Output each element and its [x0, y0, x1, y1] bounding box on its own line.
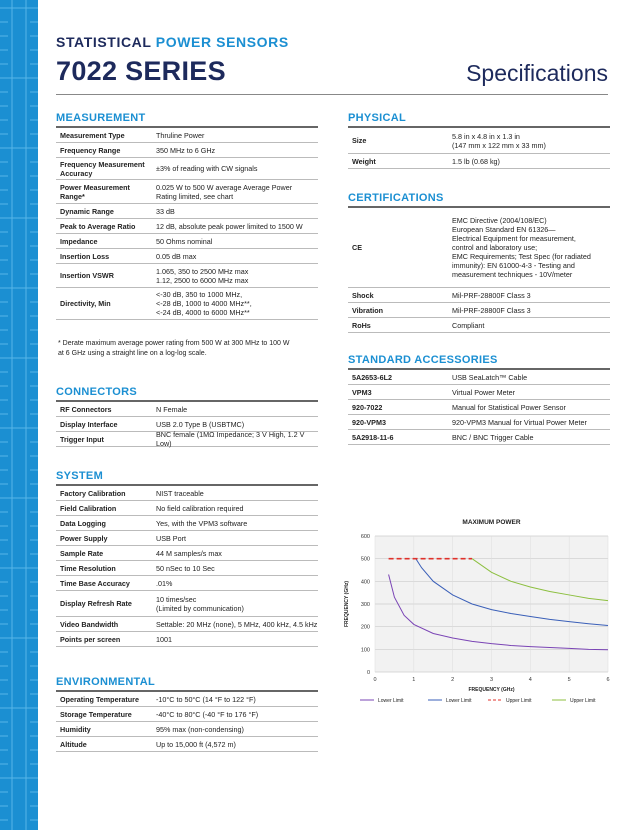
table-row — [56, 501, 318, 516]
x-tick-label: 4 — [528, 677, 532, 683]
row-label: 920-7022 — [352, 402, 383, 412]
table-row — [56, 432, 318, 447]
table-row — [56, 561, 318, 576]
row-value: <-30 dB, 350 to 1000 MHz, <-28 dB, 1000 to 4000 MHz**, <-24 dB, 4000 to 6000 MHz** — [156, 290, 252, 317]
table-row — [56, 402, 318, 417]
row-value: Mil-PRF-28800F Class 3 — [452, 305, 531, 315]
table-row — [348, 208, 610, 288]
measurement-table — [56, 126, 318, 320]
table-row — [348, 430, 610, 445]
grid-pattern — [0, 0, 38, 830]
table-row — [348, 154, 610, 169]
row-value: 12 dB, absolute peak power limited to 1500 W — [156, 221, 303, 231]
table-row — [56, 264, 318, 288]
table-row — [348, 318, 610, 333]
row-label: VPM3 — [352, 387, 372, 397]
table-row — [56, 707, 318, 722]
table-row — [56, 737, 318, 752]
row-value: BNC female (1MΩ Impedance; 3 V High, 1.2 V Low) — [156, 430, 305, 448]
row-value: 1001 — [156, 634, 172, 644]
section-title-system: SYSTEM — [56, 470, 104, 482]
row-label: Display Interface — [60, 419, 118, 429]
row-value: USB Port — [156, 533, 186, 543]
row-value: 95% max (non-condensing) — [156, 724, 244, 734]
row-label: Time Resolution — [60, 563, 116, 573]
row-value: Thruline Power — [156, 130, 205, 140]
row-label: Video Bandwidth — [60, 619, 119, 629]
certifications-table — [348, 206, 610, 333]
legend-label: Upper Limit — [570, 698, 596, 704]
row-label: Peak to Average Ratio — [60, 221, 136, 231]
row-value: 0.05 dB max — [156, 251, 197, 261]
row-label: 920-VPM3 — [352, 417, 386, 427]
sidebar-band — [0, 0, 38, 830]
connectors-table — [56, 400, 318, 447]
table-row — [56, 591, 318, 617]
table-row — [56, 204, 318, 219]
table-row — [348, 370, 610, 385]
x-tick-label: 0 — [373, 677, 377, 683]
table-row — [56, 692, 318, 707]
brand-heading — [56, 34, 289, 50]
row-value: NIST traceable — [156, 488, 204, 498]
row-label: Weight — [352, 156, 376, 166]
row-label: Time Base Accuracy — [60, 578, 130, 588]
y-tick-label: 600 — [360, 534, 370, 540]
row-label: 5A2653-6L2 — [352, 372, 392, 382]
row-value: Yes, with the VPM3 software — [156, 518, 248, 528]
row-label: 5A2918-11-6 — [352, 432, 394, 442]
row-label: Shock — [352, 290, 374, 300]
table-row — [56, 234, 318, 249]
header-divider — [56, 94, 608, 95]
table-row — [56, 249, 318, 264]
accessories-table — [348, 368, 610, 445]
table-row — [56, 576, 318, 591]
table-row — [56, 632, 318, 647]
row-label: Operating Temperature — [60, 694, 139, 704]
physical-table — [348, 126, 610, 169]
row-label: CE — [352, 243, 362, 252]
system-table — [56, 484, 318, 647]
table-row — [56, 158, 318, 180]
environmental-table — [56, 690, 318, 752]
table-row — [348, 415, 610, 430]
row-label: Sample Rate — [60, 548, 104, 558]
row-label: Vibration — [352, 305, 384, 315]
row-label: Measurement Type — [60, 130, 125, 140]
row-value: 50 nSec to 10 Sec — [156, 563, 215, 573]
row-label: Trigger Input — [60, 434, 104, 444]
y-tick-label: 500 — [360, 556, 370, 563]
row-label: Power Measurement Range* — [60, 182, 130, 201]
section-title-environmental: ENVIRONMENTAL — [56, 676, 156, 688]
table-row — [56, 486, 318, 501]
section-title-physical: PHYSICAL — [348, 112, 407, 124]
legend-label: Lower Limit — [446, 698, 472, 704]
row-value: 0.025 W to 500 W average Average Power Rating limited, see chart — [156, 182, 293, 201]
y-tick-label: 400 — [360, 579, 370, 586]
legend-label: Upper Limit — [506, 698, 532, 704]
x-tick-label: 6 — [606, 677, 610, 683]
table-row — [56, 288, 318, 320]
row-value: Compliant — [452, 320, 485, 330]
x-tick-label: 1 — [412, 677, 416, 683]
row-label: Storage Temperature — [60, 709, 132, 719]
row-value: 5.8 in x 4.8 in x 1.3 in (147 mm x 122 mm x 33 mm) — [452, 131, 546, 150]
row-value: ±3% of reading with CW signals — [156, 164, 258, 173]
row-label: Field Calibration — [60, 503, 117, 513]
table-row — [348, 400, 610, 415]
row-label: Insertion VSWR — [60, 271, 114, 280]
row-value: USB 2.0 Type B (USBTMC) — [156, 419, 245, 429]
row-value: Virtual Power Meter — [452, 387, 515, 397]
row-value: Mil-PRF-28800F Class 3 — [452, 290, 531, 300]
row-label: Dynamic Range — [60, 206, 114, 216]
row-value: -40°C to 80°C (-40 °F to 176 °F) — [156, 709, 259, 719]
row-value: 44 M samples/s max — [156, 548, 222, 558]
row-value: 1.065, 350 to 2500 MHz max 1.12, 2500 to 6000 MHz max — [156, 266, 249, 285]
row-value: 920-VPM3 Manual for Virtual Power Meter — [452, 417, 587, 427]
table-row — [56, 722, 318, 737]
row-label: Frequency Measurement Accuracy — [60, 159, 145, 178]
row-label: Altitude — [60, 739, 87, 749]
row-value: .01% — [156, 578, 173, 588]
table-row — [56, 516, 318, 531]
row-label: Points per screen — [60, 634, 121, 644]
section-title-certifications: CERTIFICATIONS — [348, 192, 444, 204]
table-row — [56, 180, 318, 204]
series-title: 7022 SERIES — [56, 56, 226, 86]
row-label: Frequency Range — [60, 145, 121, 155]
x-tick-label: 3 — [489, 677, 494, 683]
table-row — [348, 385, 610, 400]
table-row — [56, 219, 318, 234]
row-value: EMC Directive (2004/108/EC) European Standard EN 61326— Electrical Equipment for measurement, control and laboratory use; EMC Requirements; Test Spec (for radiated immunity): EN 61000-4-3 - Testing and measurement techniques - 10V/meter — [452, 216, 591, 279]
row-value: N Female — [156, 404, 188, 414]
section-title-measurement: MEASUREMENT — [56, 112, 146, 124]
table-row — [56, 128, 318, 143]
row-value: 350 MHz to 6 GHz — [156, 145, 216, 155]
row-value: 1.5 lb (0.68 kg) — [452, 156, 500, 166]
row-value: No field calibration required — [156, 503, 244, 513]
row-label: Directivity, Min — [60, 299, 111, 308]
y-tick-label: 100 — [360, 647, 370, 654]
row-label: RoHs — [352, 320, 371, 330]
y-axis-label: FREQUENCY (GHz) — [344, 580, 350, 628]
table-row — [56, 143, 318, 158]
section-title-connectors: CONNECTORS — [56, 386, 138, 398]
y-tick-label: 200 — [360, 624, 370, 631]
row-value: Manual for Statistical Power Sensor — [452, 402, 566, 412]
brand-accent: POWER SENSORS — [155, 34, 289, 50]
table-row — [348, 128, 610, 154]
row-label: Size — [352, 136, 367, 145]
page-title: Specifications — [466, 60, 608, 86]
table-row — [56, 546, 318, 561]
row-value: -10°C to 50°C (14 °F to 122 °F) — [156, 694, 256, 704]
x-axis-label: FREQUENCY (GHz) — [468, 687, 515, 693]
y-tick-label: 300 — [360, 602, 370, 608]
row-label: Data Logging — [60, 518, 106, 528]
x-tick-label: 5 — [567, 677, 571, 683]
row-label: Insertion Loss — [60, 251, 110, 261]
brand-plain: STATISTICAL — [56, 34, 156, 50]
row-label: Power Supply — [60, 533, 108, 543]
row-value: USB SeaLatch™ Cable — [452, 372, 528, 382]
row-value: 50 Ohms nominal — [156, 236, 213, 246]
row-value: BNC / BNC Trigger Cable — [452, 432, 534, 442]
table-row — [56, 617, 318, 632]
legend-label: Lower Limit — [378, 698, 404, 704]
table-row — [348, 303, 610, 318]
row-value: 10 times/sec (Limited by communication) — [156, 594, 244, 613]
x-tick-label: 2 — [451, 677, 455, 683]
chart-title: MAXIMUM POWER — [462, 519, 521, 526]
table-row — [348, 288, 610, 303]
row-label: Humidity — [60, 724, 91, 734]
row-value: Settable: 20 MHz (none), 5 MHz, 400 kHz, 4.5 kHz — [156, 619, 318, 629]
derate-note: * Derate maximum average power rating from 500 W at 300 MHz to 100 W at 6 GHz using a straight line on a log-log scale. — [58, 340, 290, 357]
row-label: RF Connectors — [60, 404, 112, 414]
section-title-accessories: STANDARD ACCESSORIES — [348, 354, 498, 366]
maximum-power-chart — [340, 512, 622, 712]
row-value: 33 dB — [156, 206, 175, 216]
row-label: Impedance — [60, 236, 98, 246]
row-label: Display Refresh Rate — [60, 599, 132, 608]
row-label: Factory Calibration — [60, 488, 126, 498]
y-tick-label: 0 — [366, 670, 370, 676]
table-row — [56, 531, 318, 546]
row-value: Up to 15,000 ft (4,572 m) — [156, 739, 236, 749]
